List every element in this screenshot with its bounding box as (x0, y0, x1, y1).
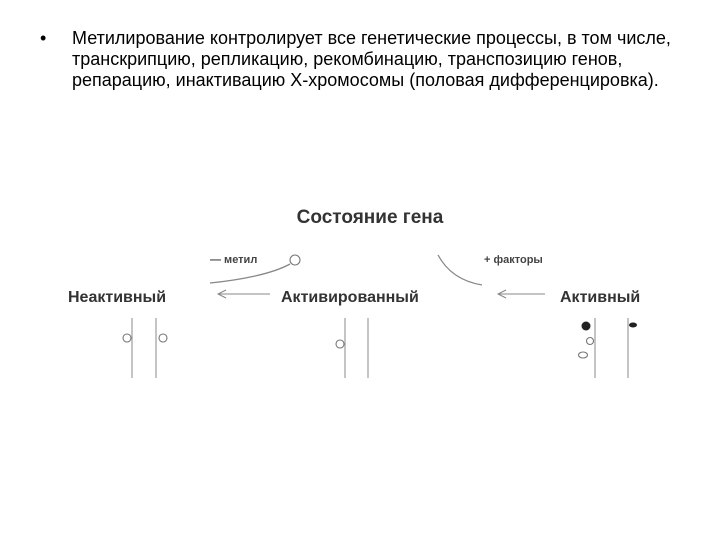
activated-methyl (336, 340, 344, 348)
state-activated: Активированный (281, 289, 419, 306)
active-small-oval (579, 352, 588, 358)
methyl-label: — метил (210, 254, 258, 266)
bullet-text: Метилирование контролирует все генетические процессы, в том числе, транскрипцию, репликацию, рекомбинацию, транспозицию генов, репарацию, инактивацию Х-хромосомы (половая дифференцировка). (72, 28, 671, 90)
methyl-group-circle (290, 255, 300, 265)
active-small-circle (587, 338, 594, 345)
factors-curve-arrow (438, 255, 482, 285)
state-active: Активный (560, 289, 641, 306)
diagram-title: Состояние гена (296, 207, 444, 228)
inactive-methyl-right (159, 334, 167, 342)
state-inactive: Неактивный (68, 289, 167, 306)
active-factor-dot (582, 322, 591, 331)
factors-label: + факторы (484, 254, 543, 266)
methyl-curve-arrow (210, 264, 290, 283)
bullet-marker: • (40, 28, 47, 48)
active-factor-mark (629, 323, 637, 328)
inactive-methyl-left (123, 334, 131, 342)
